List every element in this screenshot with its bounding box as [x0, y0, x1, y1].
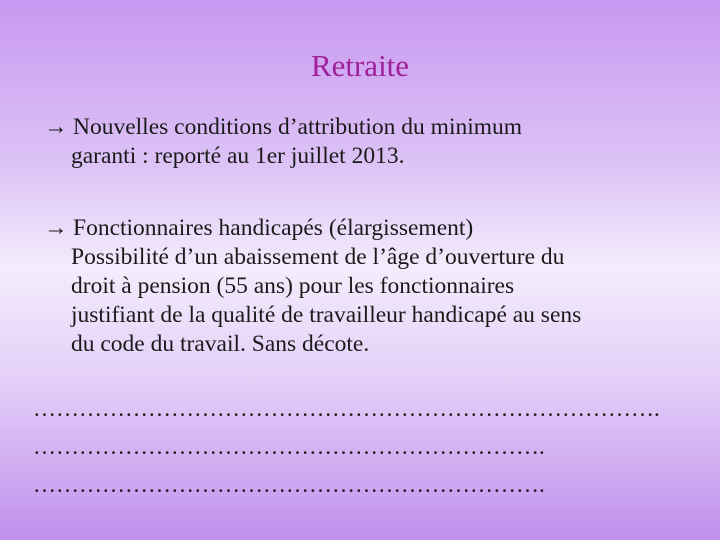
arrow-right-icon: →: [44, 215, 68, 241]
bullet-text: Nouvelles conditions d’attribution du minimum: [73, 114, 523, 140]
bullet-line: du code du travail. Sans décote.: [71, 331, 370, 357]
bullet-text: Fonctionnaires handicapés (élargissement): [73, 215, 474, 241]
bullet-minimum-garanti: [44, 113, 694, 171]
bullet-line: garanti : reporté au 1er juillet 2013.: [71, 143, 405, 169]
bullet-fonctionnaires-handicapes: [44, 214, 694, 359]
dotted-line: ………………………………………………………….: [33, 472, 545, 497]
bullet-line: [44, 214, 694, 243]
arrow-right-icon: →: [44, 114, 68, 140]
bullet-line: Possibilité d’un abaissement de l’âge d’ouverture du: [71, 244, 565, 270]
dotted-line: ………………………………………………………….: [33, 434, 545, 459]
slide-title: Retraite: [310, 48, 410, 83]
bullet-line: droit à pension (55 ans) pour les fonctionnaires: [71, 273, 515, 299]
bullet-line: [44, 113, 694, 142]
bullet-line: justifiant de la qualité de travailleur handicapé au sens: [71, 302, 582, 328]
dotted-line: ……………………………………………………………………….: [33, 396, 660, 421]
